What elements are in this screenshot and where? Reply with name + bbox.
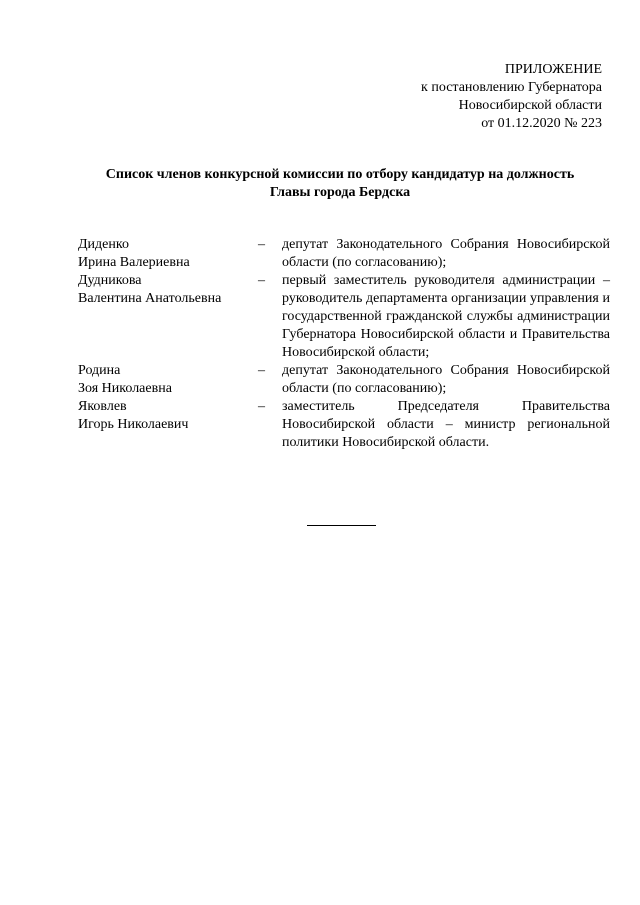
member-description: первый заместитель руководителя администрации – руководитель департамента организации управления и государственной гражданской службы администрации Губернатора Новосибирской области и Правительства Новосибирской области; xyxy=(282,273,610,360)
closing-divider xyxy=(307,525,376,526)
member-name xyxy=(78,362,258,398)
appendix-header xyxy=(342,61,602,133)
member-dash: – xyxy=(258,237,265,252)
member-row xyxy=(78,272,610,362)
members-list xyxy=(78,236,610,452)
member-description: заместитель Председателя Правительства Новосибирской области – министр региональной политики Новосибирской области. xyxy=(282,399,610,450)
member-given-name: Зоя Николаевна xyxy=(78,381,172,396)
member-dash: – xyxy=(258,399,265,414)
member-surname: Родина xyxy=(78,363,121,378)
document-title xyxy=(60,166,620,202)
appendix-label: ПРИЛОЖЕНИЕ xyxy=(504,62,602,77)
member-row xyxy=(78,362,610,398)
member-name xyxy=(78,236,258,272)
member-surname: Диденко xyxy=(78,237,129,252)
document-title-line2: Главы города Бердска xyxy=(269,185,411,200)
document-title-line1: Список членов конкурсной комиссии по отбору кандидатур на должность xyxy=(105,167,575,182)
member-surname: Дудникова xyxy=(78,273,142,288)
appendix-reference: к постановлению Губернатора xyxy=(421,80,602,95)
member-given-name: Ирина Валериевна xyxy=(78,255,190,270)
member-given-name: Валентина Анатольевна xyxy=(78,291,222,306)
member-description: депутат Законодательного Собрания Новосибирской области (по согласованию); xyxy=(282,363,610,396)
member-row xyxy=(78,398,610,452)
member-dash: – xyxy=(258,273,265,288)
appendix-date-number: от 01.12.2020 № 223 xyxy=(481,116,602,131)
member-row xyxy=(78,236,610,272)
member-surname: Яковлев xyxy=(78,399,127,414)
member-dash: – xyxy=(258,363,265,378)
appendix-region: Новосибирской области xyxy=(458,98,602,113)
member-name xyxy=(78,272,258,362)
member-name xyxy=(78,398,258,452)
member-given-name: Игорь Николаевич xyxy=(78,417,189,432)
member-description: депутат Законодательного Собрания Новосибирской области (по согласованию); xyxy=(282,237,610,270)
